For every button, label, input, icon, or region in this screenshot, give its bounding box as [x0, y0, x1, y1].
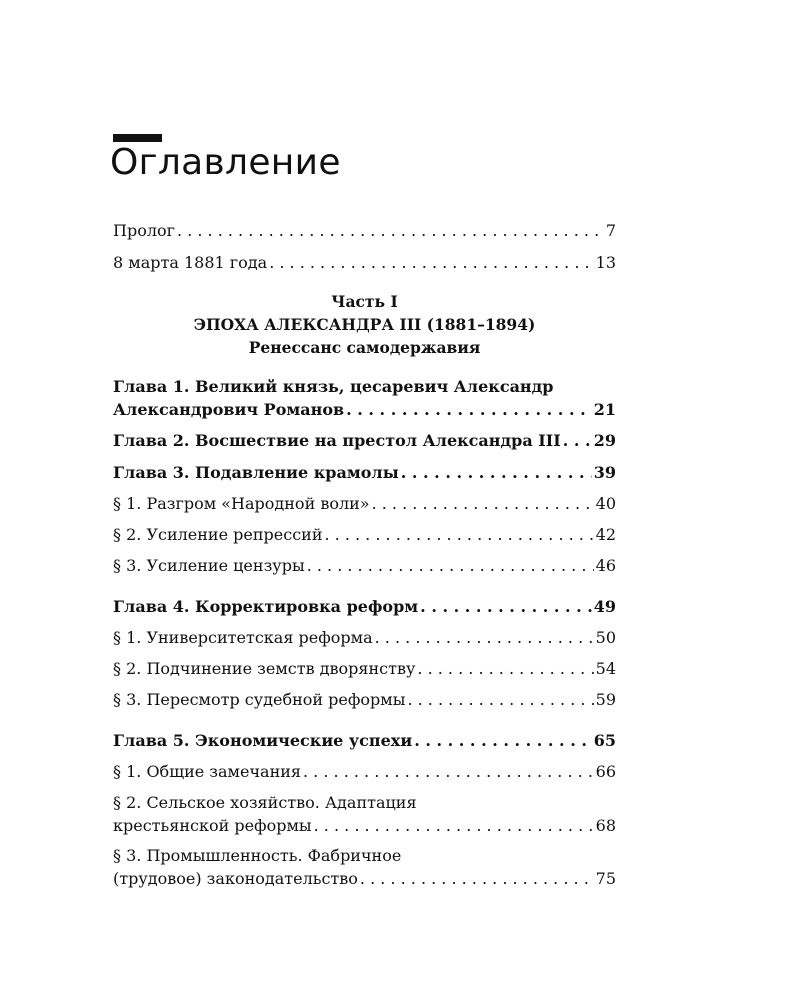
toc-entry-title-line1: § 3. Промышленность. Фабричное	[113, 846, 402, 865]
toc-entry-title: § 1. Разгром «Народной воли»	[113, 494, 370, 513]
toc-entry-page: 46	[595, 556, 616, 575]
toc-entry-section[interactable]	[113, 492, 616, 515]
toc-entry-title: § 2. Усиление репрессий	[113, 525, 323, 544]
dot-leader	[269, 251, 593, 274]
part-label: Часть I	[331, 292, 398, 311]
toc-entry-title: крестьянской реформы	[113, 816, 312, 835]
dot-leader	[407, 688, 593, 711]
toc-entry-page: 68	[595, 816, 616, 835]
part-heading	[113, 290, 616, 359]
toc-entry-title-line1: § 2. Сельское хозяйство. Адаптация	[113, 793, 417, 812]
dot-leader	[563, 429, 592, 452]
toc-entry-section[interactable]	[113, 688, 616, 711]
dot-leader	[372, 492, 594, 515]
dot-leader	[401, 461, 592, 484]
dot-leader	[177, 219, 604, 242]
toc-entry-chapter-3[interactable]	[113, 461, 616, 484]
toc-entry-section[interactable]	[113, 626, 616, 649]
toc-entry-title: Глава 2. Восшествие на престол Александра III	[113, 431, 561, 450]
toc-entry-page: 29	[593, 431, 616, 450]
toc-entry-page: 65	[593, 731, 616, 750]
part-era: ЭПОХА АЛЕКСАНДРА III (1881–1894)	[193, 315, 536, 334]
part-subtitle: Ренессанс самодержавия	[248, 338, 481, 357]
toc-entry-section[interactable]	[113, 791, 616, 837]
page-title: Оглавление	[110, 142, 341, 183]
toc-entry-section[interactable]	[113, 523, 616, 546]
dot-leader	[417, 657, 593, 680]
toc-entry-page: 75	[595, 869, 616, 888]
toc-entry-page: 21	[593, 400, 616, 419]
toc-entry-page: 13	[595, 253, 616, 272]
toc-entry-title: Глава 4. Корректировка реформ	[113, 597, 419, 616]
toc-entry-section[interactable]	[113, 657, 616, 680]
toc-entry-page: 39	[593, 463, 616, 482]
dot-leader	[414, 729, 592, 752]
dot-leader	[360, 867, 594, 890]
toc-entry-title: Глава 3. Подавление крамолы	[113, 463, 399, 482]
toc-entry-page: 66	[595, 762, 616, 781]
toc-entry-title: § 3. Пересмотр судебной реформы	[113, 690, 406, 709]
dot-leader	[420, 595, 592, 618]
toc-entry-page: 49	[593, 597, 616, 616]
toc-entry-page: 59	[595, 690, 616, 709]
toc-entry-page: 42	[595, 525, 616, 544]
dot-leader	[307, 554, 594, 577]
toc-entry-section[interactable]	[113, 760, 616, 783]
dot-leader	[324, 523, 593, 546]
toc-entry-title: Александрович Романов	[113, 400, 345, 419]
toc-entry-page: 7	[605, 221, 616, 240]
toc-entry-march-1881[interactable]	[113, 251, 616, 274]
toc-entry-title: § 1. Университетская реформа	[113, 628, 373, 647]
toc-entry-title: § 1. Общие замечания	[113, 762, 301, 781]
toc-entry-page: 50	[595, 628, 616, 647]
toc-entry-title-line1: Глава 1. Великий князь, цесаревич Александр	[113, 377, 554, 396]
toc-entry-chapter-5[interactable]	[113, 729, 616, 752]
toc-entry-title: § 3. Усиление цензуры	[113, 556, 305, 575]
toc-entry-section[interactable]	[113, 844, 616, 890]
toc-entry-prologue[interactable]	[113, 219, 616, 242]
toc-entry-page: 40	[595, 494, 616, 513]
toc-entry-title: (трудовое) законодательство	[113, 869, 358, 888]
toc-entry-title: 8 марта 1881 года	[113, 253, 268, 272]
dot-leader	[303, 760, 594, 783]
toc-entry-title: Глава 5. Экономические успехи	[113, 731, 413, 750]
toc-entry-chapter-4[interactable]	[113, 595, 616, 618]
toc-entry-page: 54	[595, 659, 616, 678]
dot-leader	[375, 626, 594, 649]
toc-entry-section[interactable]	[113, 554, 616, 577]
toc-entry-chapter-1[interactable]	[113, 375, 616, 421]
toc-entry-chapter-2[interactable]	[113, 429, 616, 452]
dot-leader	[346, 398, 592, 421]
toc-entry-title: § 2. Подчинение земств дворянству	[113, 659, 416, 678]
dot-leader	[314, 814, 594, 837]
toc-entry-title: Пролог	[113, 221, 176, 240]
